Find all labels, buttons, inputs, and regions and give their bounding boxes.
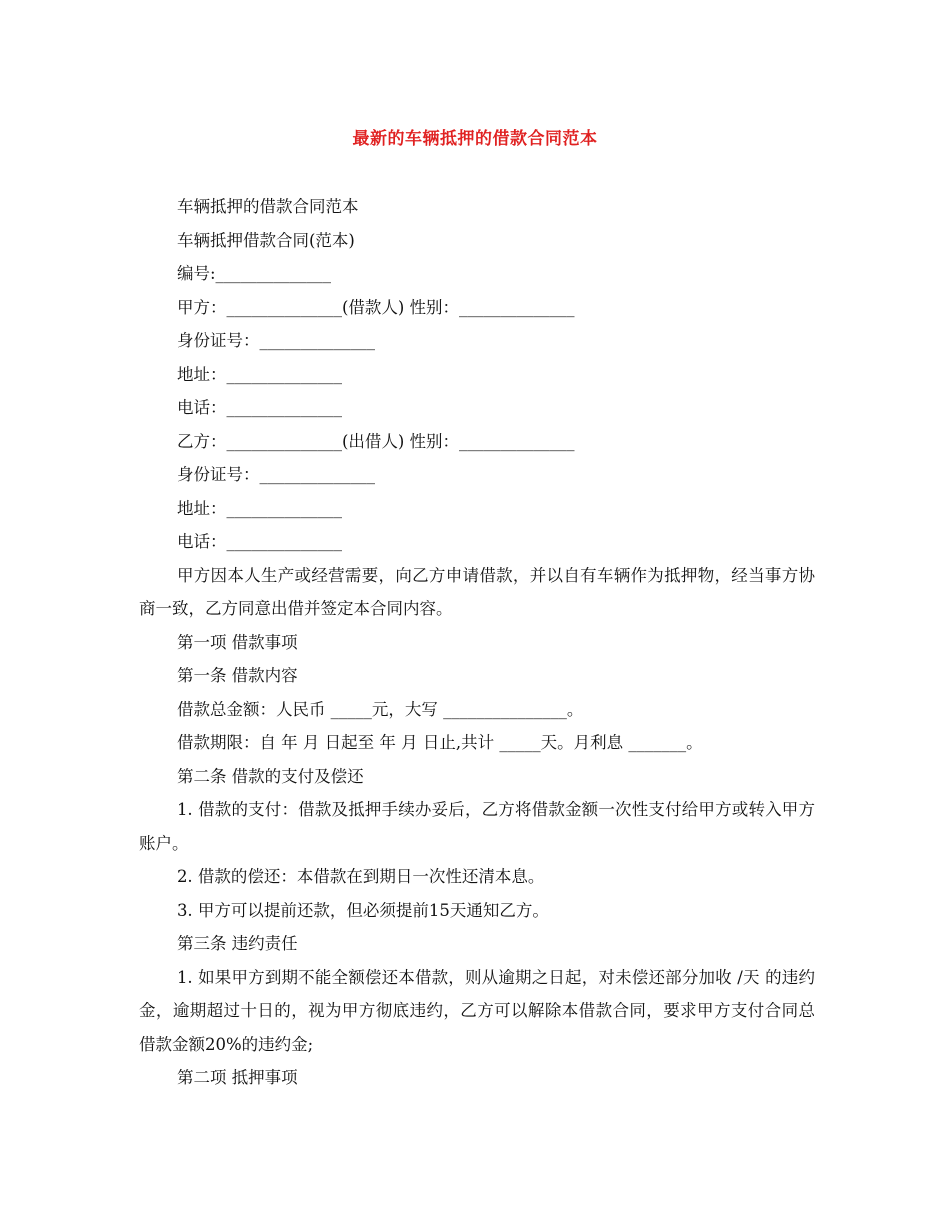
field-party-a-id: 身份证号：______________ (176, 331, 375, 350)
field-number: 编号:______________ (176, 264, 331, 283)
heading-section-2: 第二项 抵押事项 (176, 1068, 298, 1087)
document-body (139, 190, 815, 1095)
field-party-a-phone: 电话：______________ (176, 398, 342, 417)
paragraph-preamble: 甲方因本人生产或经营需要，向乙方申请借款，并以自有车辆作为抵押物，经当事方协商一致，乙方同意出借并签定本合同内容。 (139, 565, 815, 618)
paragraph-loan-term: 借款期限：自 年 月 日起至 年 月 日止,共计 _____天。月利息 _______。 (176, 733, 703, 752)
heading-section-1: 第一项 借款事项 (176, 632, 298, 652)
paragraph-payment: 1. 借款的支付：借款及抵押手续办妥后，乙方将借款金额一次性支付给甲方或转入甲方账户。 (139, 800, 815, 853)
paragraph-early-repayment: 3. 甲方可以提前还款，但必须提前15天通知乙方。 (176, 900, 549, 920)
paragraph-default: 1. 如果甲方到期不能全额偿还本借款，则从逾期之日起，对未偿还部分加收 /天 的违约金，逾期超过十日的，视为甲方彻底违约，乙方可以解除本借款合同，要求甲方支付合同总借款金额20%的违约金; (139, 967, 815, 1054)
field-party-b-address: 地址：______________ (176, 498, 342, 518)
document-title: 最新的车辆抵押的借款合同范本 (352, 129, 598, 149)
paragraph-repayment: 2. 借款的偿还：本借款在到期日一次性还清本息。 (176, 867, 545, 886)
field-party-a-address: 地址：______________ (176, 364, 342, 384)
field-party-b-id: 身份证号：______________ (176, 465, 375, 484)
field-party-b-phone: 电话：______________ (176, 532, 342, 551)
paragraph-loan-amount: 借款总金额：人民币 _____元，大写 _______________。 (176, 699, 584, 719)
heading-article-2: 第二条 借款的支付及偿还 (176, 766, 364, 786)
field-party-a: 甲方：______________(借款人) 性别：______________ (176, 297, 575, 317)
heading-article-1: 第一条 借款内容 (176, 666, 298, 685)
paragraph-subtitle: 车辆抵押的借款合同范本 (176, 197, 359, 216)
heading-article-3: 第三条 违约责任 (176, 934, 298, 953)
field-party-b: 乙方：______________(出借人) 性别：______________ (176, 431, 575, 451)
paragraph-contract-name: 车辆抵押借款合同(范本) (176, 230, 355, 250)
